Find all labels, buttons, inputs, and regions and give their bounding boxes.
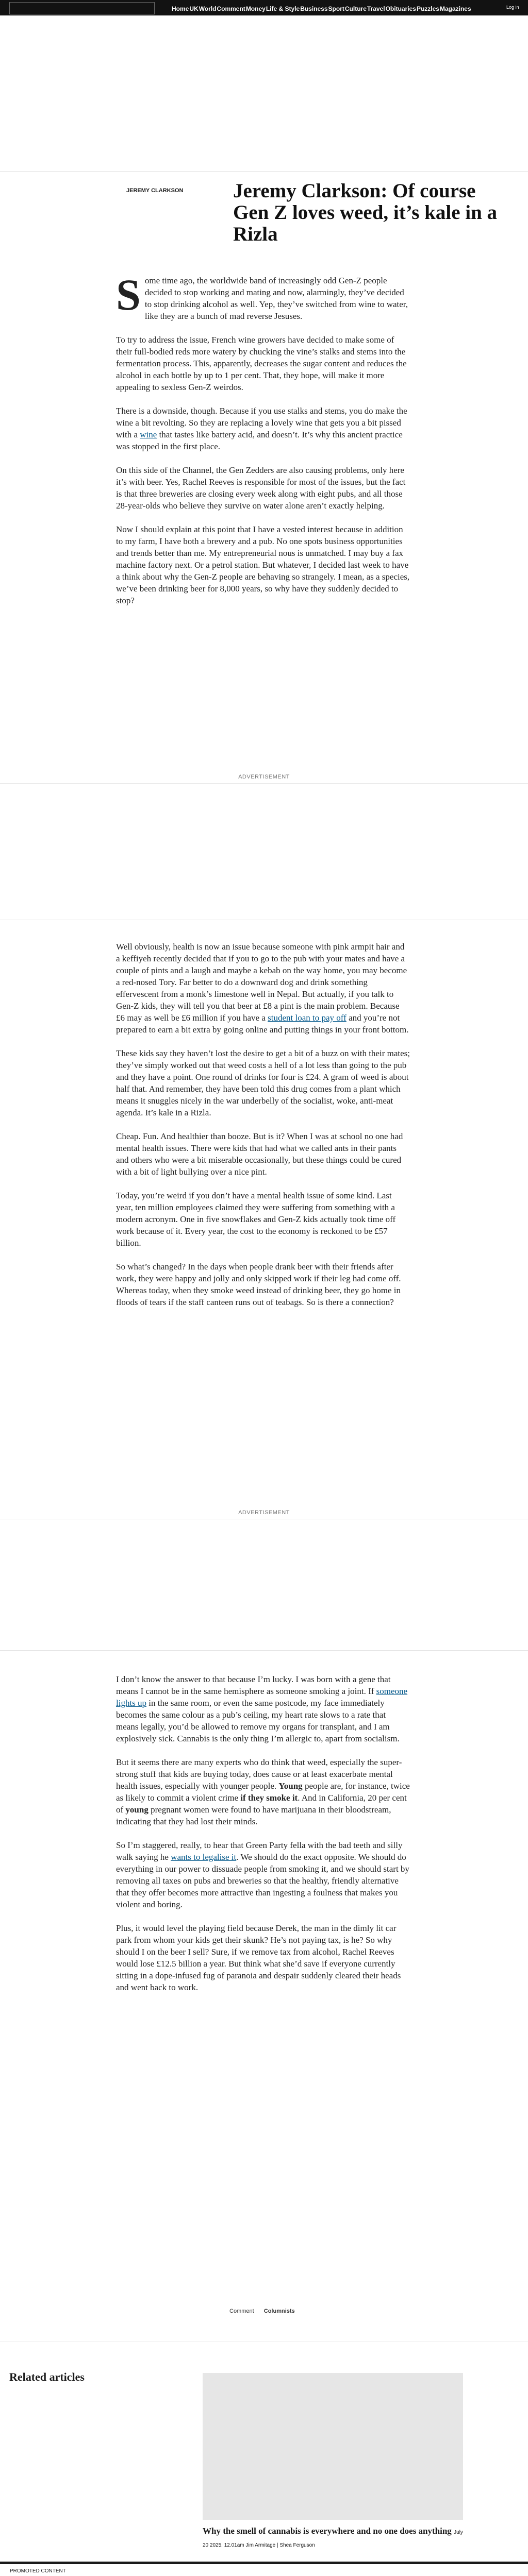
tag-comment[interactable]: Comment (229, 2308, 254, 2314)
article-headline: Jeremy Clarkson: Of course Gen Z loves weed, it’s kale in a Rizla (233, 180, 498, 245)
paragraph: But it seems there are many experts who do think that weed, especially the super-strong stuff that kids are buying today, does cause or at least exacerbate mental health issues, especially with younger people. Young people are, for instance, twice as likely to commit a violent crime if they smoke it. And in California, 20 per cent of young pregnant women were found to have marijuana in their bloodstream, indicating that they had lost their minds. (116, 1757, 410, 1826)
paragraph: On this side of the Channel, the Gen Zedders are also causing problems, only here it’s with beer. Yes, Rachel Reeves is responsible for most of the issues, but the fact is that three breweries are closing every week along with eight pubs, and all those 28-year-olds who believe they survive on water alone aren’t exactly helping. (116, 465, 406, 511)
nav-item-magazines[interactable]: Magazines (439, 5, 471, 12)
top-navigation-bar (0, 0, 528, 15)
advertisement-label: ADVERTISEMENT (238, 774, 290, 780)
related-article-meta: July 20 2025, 12.01am Jim Armitage | Shea Ferguson (203, 2530, 463, 2548)
paragraph: These kids say they haven’t lost the desire to get a bit of a buzz on with their mates; they’ve simply worked out that weed costs a hell of a lot less than going to the pub and they have a point. One round of drinks for four is £24. A gram of weed is about half that. And remember, they have been told this drug comes from a plant which means it snuggles nicely in the war underbelly of the socialist, woke, anti-meat agenda. It’s kale in a Rizla. (116, 1048, 410, 1117)
nav-item-home[interactable]: Home (172, 5, 189, 12)
article-tags (229, 2308, 295, 2314)
masthead-logo-placeholder[interactable] (9, 2, 155, 14)
divider (0, 783, 528, 784)
paragraph: There is a downside, though. Because if you use stalks and stems, you do make the wine a bit revolting. So they are replacing a lovely wine that gets you a bit pissed with a wine that tastes like battery acid, and doesn’t. It’s why this ancient practice was stopped in the first place. (116, 406, 407, 451)
paragraph: Some time ago, the worldwide band of increasingly odd Gen-Z people decided to stop working and mating and now, alarmingly, they’ve decided to stop drinking alcohol as well. Yep, they’ve switched from wine to water, like they are a bunch of mad reverse Jesuses. (116, 270, 408, 321)
section-divider (0, 2562, 528, 2564)
inline-link-legalise[interactable]: wants to legalise it (171, 1852, 237, 1862)
inline-link-someone-lights-up[interactable]: someone lights up (116, 1686, 408, 1708)
nav-item-culture[interactable]: Culture (344, 5, 367, 12)
inline-link-wine[interactable]: wine (140, 430, 157, 439)
related-articles-heading: Related articles (9, 2370, 85, 2383)
nav-item-uk[interactable]: UK (189, 5, 199, 12)
paragraph: Today, you’re weird if you don’t have a mental health issue of some kind. Last year, ten million employees claimed they were suffering from something with a modern acronym. One in five snowflakes and Gen-Z kids actually took time off work because of it. Every year, the cost to the economy is reckoned to be £57 billion. (116, 1191, 396, 1248)
related-article-card[interactable] (203, 2526, 466, 2551)
article-body-section-2 (116, 941, 410, 1320)
divider (0, 171, 528, 172)
inline-link-student-loan[interactable]: student loan to pay off (268, 1013, 346, 1023)
login-link[interactable]: Log in (506, 5, 519, 10)
mid-ad-space-1 (0, 784, 528, 918)
paragraph: I don’t know the answer to that because I’m lucky. I was born with a gene that means I cannot be in the same hemisphere as someone smoking a joint. If someone lights up in the same room, or even the same postcode, my face immediately becomes the same colour as a pub’s ceiling, my heart rate slows to a rate that means legally, you’d be allowed to remove my organs for transplant, and I am explosively sick. Cannabis is the only thing I’m allergic to, apart from socialism. (116, 1674, 408, 1743)
nav-item-travel[interactable]: Travel (367, 5, 385, 12)
nav-item-world[interactable]: World (199, 5, 217, 12)
paragraph: So I’m staggered, really, to hear that Green Party fella with the bad teeth and silly walk saying he wants to legalise it. We should do the exact opposite. We should do everything in our power to dissuade people from smoking it, and we should start by removing all taxes on pubs and breweries so that the healthy, friendly alternative that they offer becomes more attractive than ingesting a foulness that makes you violent and boring. (116, 1840, 409, 1909)
nav-item-business[interactable]: Business (300, 5, 328, 12)
advertisement-label: ADVERTISEMENT (238, 1510, 290, 1516)
tag-columnists[interactable]: Columnists (263, 2308, 295, 2314)
paragraph: Now I should explain at this point that I have a vested interest because in addition to my farm, I have both a brewery and a pub. No one spots business opportunities and trends better than me. My entrepreneurial nous is unmatched. I may buy a fax machine factory next. Or a petrol station. But whatever, I decided last week to have a think about why the Gen-Z people are behaving so strangely. I mean, as a species, we’ve been drinking beer for 8,000 years, so why have they suddenly decided to stop? (116, 524, 410, 605)
related-article-title[interactable]: Why the smell of cannabis is everywhere and no one does anything (203, 2526, 452, 2536)
paragraph: To try to address the issue, French wine growers have decided to make some of their full-bodied reds more watery by chucking the vine’s stalks and stems into the fermentation process. This, apparently, decreases the sugar content and reduces the alcohol in each bottle by up to 1 per cent. That, they hope, will make it more appealing to sexless Gen-Z weirdos. (116, 335, 407, 392)
promoted-content-label: PROMOTED CONTENT (10, 2568, 66, 2574)
top-ad-space (0, 15, 528, 170)
mid-ad-space-2 (0, 1520, 528, 1649)
nav-item-money[interactable]: Money (245, 5, 266, 12)
nav-item-comment[interactable]: Comment (217, 5, 245, 12)
nav-item-obituaries[interactable]: Obituaries (385, 5, 416, 12)
paragraph: So what’s changed? In the days when people drank beer with their friends after work, they were happy and jolly and only skipped work if their leg had come off. Whereas today, when they smoke weed instead of drinking beer, they go home in floods of tears if the staff canteen runs out of teabags. So is there a connection? (116, 1262, 401, 1307)
article-body-section-3 (116, 1673, 410, 2005)
paragraph: Well obviously, health is now an issue because someone with pink armpit hair and a keffiyeh recently decided that if you to go to the pub with your mates and have a couple of pints and a laugh and maybe a kebab on the way home, you may become a red-nosed Tory. Far better to do a downward dog and drink something effervescent from a monk’s limestone well in Nepal. But actually, if you talk to Gen-Z kids, they will tell you that beer at £8 a pint is the main problem. Because £6 may as well be £6 million if you have a student loan to pay off and you’re not prepared to earn a bit extra by going online and putting things in your front bottom. (116, 942, 409, 1035)
author-byline[interactable]: JEREMY CLARKSON (126, 188, 184, 194)
paragraph: Cheap. Fun. And healthier than booze. But is it? When I was at school no one had mental health issues. There were kids that had what we called ants in their pants and others who were a bit miserable occasionally, but these things could be cured with a bit of light bullying over a nice pint. (116, 1131, 403, 1177)
paragraph: Plus, it would level the playing field because Derek, the man in the dimly lit car park from whom your kids get their skunk? He’s not paying tax, is he? So why should I on the beer I sell? Sure, if we remove tax from alcohol, Rachel Reeves would lose £12.5 billion a year. But think what she’d save if everyone currently sitting in a dope-infused fug of paranoia and despair suddenly cleared their heads and went back to work. (116, 1923, 401, 1992)
nav-item-sport[interactable]: Sport (328, 5, 344, 12)
nav-item-puzzles[interactable]: Puzzles (416, 5, 439, 12)
related-article-image[interactable] (203, 2373, 463, 2520)
article-body-section-1 (116, 270, 410, 618)
divider (0, 1650, 528, 1651)
nav-item-life-style[interactable]: Life & Style (266, 5, 300, 12)
drop-cap: S (116, 270, 141, 319)
main-nav (172, 5, 472, 12)
